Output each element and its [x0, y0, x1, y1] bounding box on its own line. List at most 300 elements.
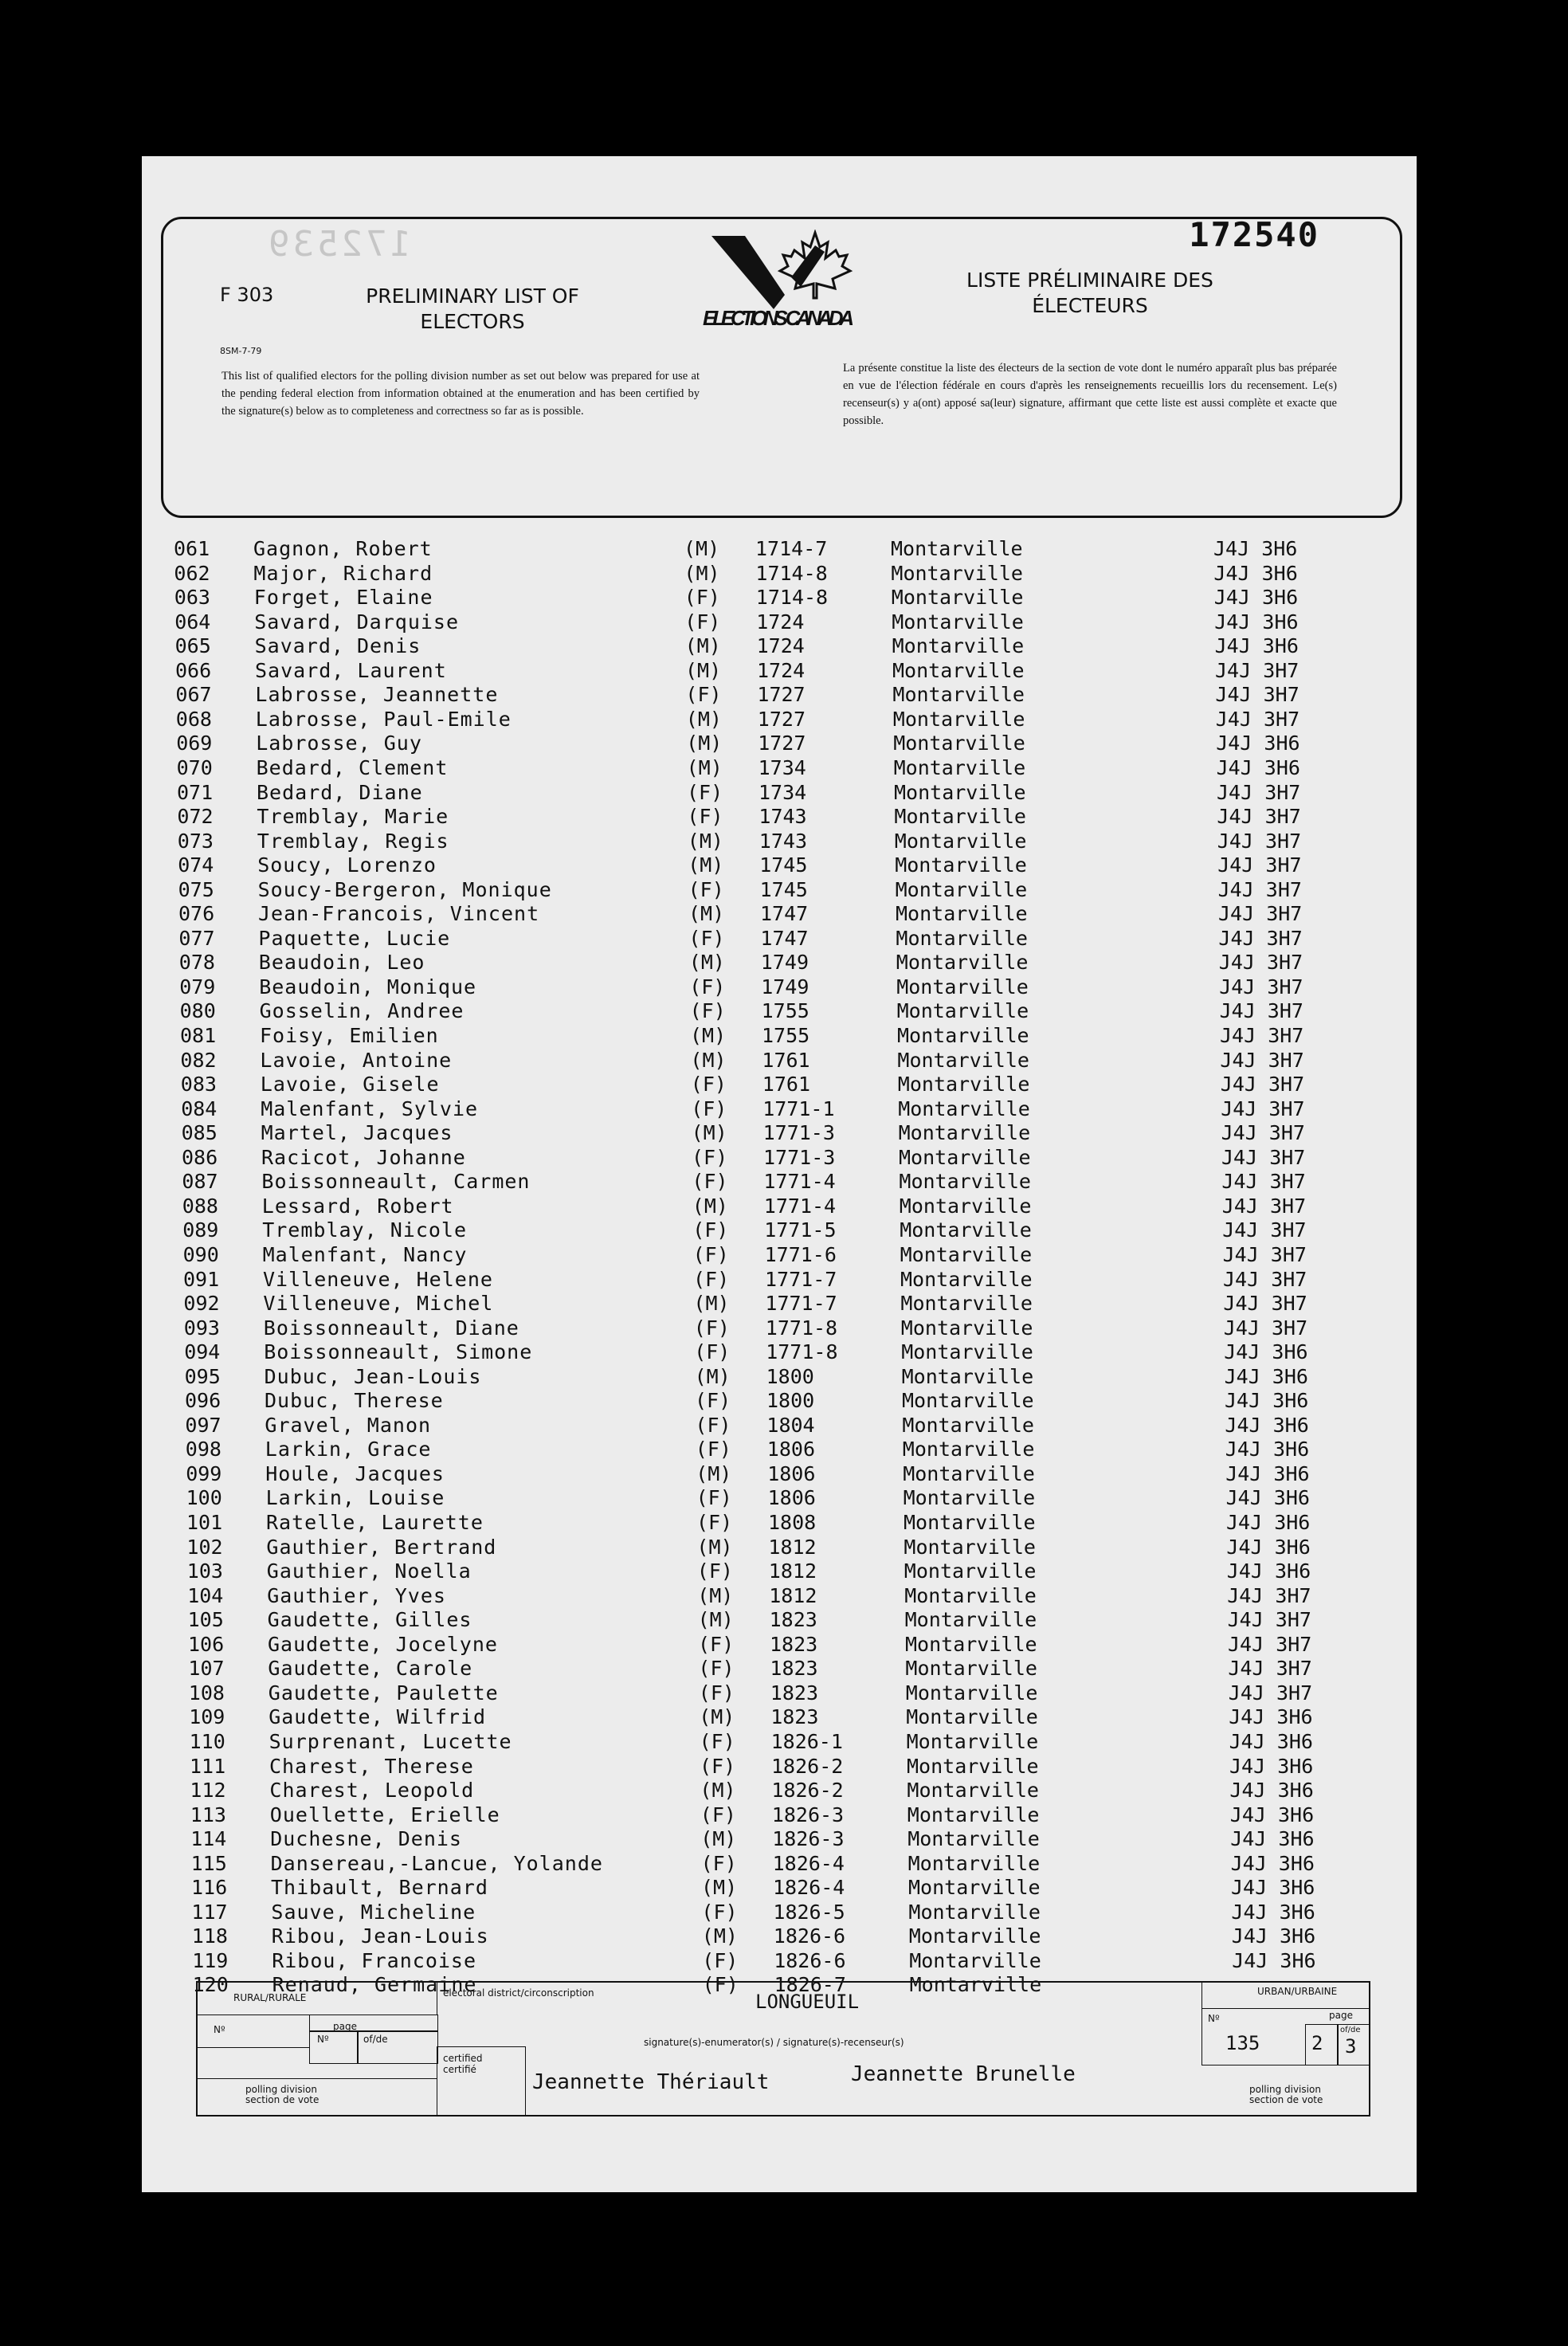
elector-sex: (M): [699, 1705, 735, 1729]
elector-num: 075: [178, 877, 214, 901]
elector-name: Bedard, Diane: [257, 780, 423, 804]
elector-postal: J4J 3H7: [1215, 658, 1299, 682]
elector-sex: (M): [688, 951, 725, 975]
elector-postal: J4J 3H6: [1225, 1413, 1309, 1437]
elector-city: Montarville: [907, 1851, 1041, 1875]
elector-city: Montarville: [896, 999, 1029, 1023]
elector-row: [158, 1779, 1417, 1803]
serial-ghost-imprint: 172539: [265, 224, 411, 265]
elector-sex: (F): [695, 1438, 731, 1461]
elector-postal: J4J 3H6: [1225, 1486, 1310, 1510]
elector-row: [159, 1852, 1417, 1876]
elector-row: [143, 610, 1417, 634]
elector-address: 1826-1: [770, 1729, 843, 1753]
elector-postal: J4J 3H6: [1224, 1340, 1308, 1364]
elector-name: Martel, Jacques: [261, 1121, 453, 1145]
elector-sex: (M): [691, 1121, 727, 1145]
elector-num: 087: [182, 1170, 218, 1194]
elector-row: [142, 562, 1417, 586]
elector-address: 1823: [770, 1632, 818, 1656]
elector-postal: J4J 3H7: [1220, 1048, 1304, 1072]
elector-name: Duchesne, Denis: [270, 1827, 462, 1851]
elector-num: 070: [176, 755, 213, 779]
elector-name: Lavoie, Antoine: [260, 1048, 453, 1072]
elector-address: 1826-4: [773, 1876, 845, 1900]
elector-row: [159, 1876, 1417, 1900]
elector-name: Soucy, Lorenzo: [257, 853, 437, 877]
elector-postal: J4J 3H6: [1216, 755, 1300, 779]
elector-name: Paquette, Lucie: [258, 926, 451, 950]
elector-postal: J4J 3H7: [1217, 877, 1302, 901]
elector-city: Montarville: [904, 1583, 1037, 1607]
elector-row: [153, 1389, 1417, 1413]
elector-postal: J4J 3H7: [1215, 683, 1299, 707]
elector-name: Tremblay, Regis: [257, 829, 449, 853]
urban-page-value: 2: [1311, 2032, 1323, 2054]
elector-address: 1724: [757, 658, 806, 682]
elector-address: 1727: [758, 732, 806, 755]
elector-city: Montarville: [893, 732, 1025, 755]
elector-address: 1826-6: [774, 1948, 846, 1972]
elector-num: 079: [179, 975, 216, 998]
elector-sex: (F): [691, 1096, 727, 1120]
elector-sex: (M): [686, 732, 723, 755]
elector-num: 073: [177, 829, 214, 853]
elector-sex: (M): [696, 1461, 732, 1485]
elector-name: Malenfant, Sylvie: [261, 1096, 479, 1120]
elector-num: 095: [184, 1364, 221, 1388]
elector-address: 1806: [767, 1461, 816, 1485]
elector-city: Montarville: [907, 1779, 1039, 1803]
elector-name: Gaudette, Gilles: [267, 1608, 472, 1632]
elector-sex: (F): [696, 1486, 732, 1510]
electors-list: [142, 156, 1417, 2192]
elector-address: 1724: [756, 610, 805, 634]
elector-name: Savard, Denis: [254, 634, 421, 658]
elector-city: Montarville: [900, 1242, 1033, 1266]
elector-sex: (F): [700, 1803, 736, 1826]
elector-num: 105: [187, 1608, 224, 1632]
elector-num: 103: [186, 1559, 223, 1583]
elector-sex: (M): [696, 1535, 733, 1559]
elector-sex: (M): [701, 1876, 738, 1900]
elector-row: [149, 1073, 1417, 1096]
elector-address: 1771-4: [763, 1194, 837, 1218]
elector-name: Sauve, Micheline: [271, 1900, 476, 1924]
elector-postal: J4J 3H7: [1228, 1681, 1313, 1705]
elector-postal: J4J 3H6: [1229, 1803, 1315, 1826]
elector-sex: (M): [686, 755, 723, 779]
elector-row: [147, 951, 1417, 975]
elector-row: [157, 1705, 1417, 1729]
title-english: PRELIMINARY LIST OF ELECTORS: [366, 284, 579, 333]
elector-num: 068: [175, 707, 212, 731]
elector-city: Montarville: [892, 658, 1025, 682]
elector-sex: (M): [687, 829, 723, 853]
elector-num: 108: [188, 1681, 225, 1705]
elector-postal: J4J 3H7: [1222, 1242, 1307, 1266]
elector-name: Labrosse, Jeannette: [255, 683, 499, 707]
urban-of-value: 3: [1345, 2035, 1357, 2058]
urban-of-label: of/de: [1340, 2026, 1361, 2034]
elector-row: [152, 1316, 1417, 1340]
electors-list-sheet: [142, 156, 1417, 2192]
elector-address: 1823: [770, 1681, 819, 1705]
urban-no-value: 135: [1225, 2032, 1260, 2054]
elector-row: [153, 1414, 1417, 1438]
elector-row: [147, 927, 1417, 951]
elector-address: 1749: [761, 975, 809, 998]
elector-row: [151, 1268, 1417, 1292]
elector-address: 1771-6: [764, 1242, 837, 1266]
elector-name: Savard, Darquise: [254, 610, 460, 634]
elector-num: 094: [184, 1340, 221, 1364]
elector-sex: (F): [684, 586, 720, 610]
elector-address: 1812: [768, 1559, 817, 1583]
elector-city: Montarville: [901, 1364, 1034, 1388]
elector-sex: (F): [689, 999, 726, 1023]
elector-row: [151, 1292, 1417, 1316]
elector-num: 096: [185, 1389, 221, 1413]
elector-num: 085: [181, 1121, 218, 1145]
elector-postal: J4J 3H6: [1214, 610, 1299, 634]
elector-address: 1826-3: [771, 1803, 845, 1826]
elector-sex: (M): [694, 1364, 731, 1388]
elector-postal: J4J 3H6: [1213, 561, 1298, 585]
footer-box: [196, 1981, 1370, 2116]
elector-num: 115: [190, 1851, 227, 1875]
elector-city: Montarville: [903, 1486, 1036, 1510]
elector-city: Montarville: [897, 1048, 1029, 1072]
elector-address: 1826-7: [774, 1973, 846, 1997]
elector-name: Charest, Leopold: [269, 1779, 475, 1803]
elector-city: Montarville: [902, 1438, 1035, 1461]
elector-city: Montarville: [901, 1340, 1033, 1364]
rural-polling-label: polling division section de vote: [245, 2084, 319, 2105]
elector-postal: J4J 3H6: [1230, 1827, 1315, 1851]
elector-sex: (M): [684, 634, 721, 658]
elector-sex: (M): [685, 707, 722, 731]
elector-row: [144, 732, 1417, 755]
signature-1: Jeannette Thériault: [532, 2070, 770, 2094]
logo-text: ELECTIONS CANADA: [703, 306, 854, 330]
elector-sex: (F): [687, 805, 723, 829]
elector-row: [155, 1486, 1417, 1510]
elector-address: 1771-7: [765, 1267, 837, 1291]
elector-postal: J4J 3H7: [1218, 926, 1303, 950]
elector-address: 1727: [757, 683, 806, 707]
elector-postal: J4J 3H7: [1219, 999, 1303, 1023]
elector-name: Racicot, Johanne: [261, 1145, 466, 1169]
elector-city: Montarville: [898, 1121, 1031, 1145]
elector-address: 1826-3: [772, 1827, 845, 1851]
elector-sex: (M): [684, 537, 720, 560]
elector-num: 071: [177, 780, 214, 804]
elector-sex: (F): [702, 1973, 739, 1997]
elector-postal: J4J 3H6: [1224, 1364, 1308, 1388]
elector-row: [143, 586, 1417, 610]
elector-sex: (F): [698, 1632, 735, 1656]
elector-num: 092: [183, 1292, 220, 1316]
elector-row: [158, 1730, 1417, 1754]
elector-num: 100: [186, 1486, 222, 1510]
elector-city: Montarville: [891, 561, 1023, 585]
elector-name: Soucy-Bergeron, Monique: [257, 877, 552, 901]
elector-sex: (M): [685, 658, 722, 682]
elector-city: Montarville: [892, 634, 1025, 658]
elector-num: 076: [178, 902, 215, 926]
elector-sex: (F): [698, 1657, 735, 1681]
elector-city: Montarville: [894, 829, 1027, 853]
elector-row: [152, 1340, 1417, 1364]
elector-city: Montarville: [895, 877, 1028, 901]
elector-postal: J4J 3H7: [1221, 1096, 1305, 1120]
intro-english: This list of qualified electors for the polling division number as set out below was prepared for use at the pending federal election from information obtained at the enumeration and has been certified by the signature(s) below as to completeness and correctness so far as is possible.: [221, 370, 700, 418]
elector-sex: (F): [689, 975, 726, 998]
elector-sex: (F): [695, 1413, 731, 1437]
elector-city: Montarville: [899, 1145, 1031, 1169]
rural-no-label-2: Nº: [317, 2034, 329, 2045]
elector-city: Montarville: [907, 1754, 1039, 1778]
elector-sex: (F): [700, 1851, 737, 1875]
elector-name: Boissonneault, Carmen: [261, 1170, 531, 1194]
elector-num: 111: [190, 1754, 226, 1778]
elector-city: Montarville: [906, 1705, 1038, 1729]
elector-postal: J4J 3H7: [1218, 951, 1303, 975]
form-code: F 303: [220, 284, 274, 306]
elector-row: [156, 1657, 1417, 1681]
elector-row: [151, 1218, 1417, 1242]
elector-num: 074: [178, 853, 214, 877]
elector-row: [150, 1146, 1417, 1170]
elector-city: Montarville: [891, 586, 1024, 610]
elector-name: Gagnon, Robert: [253, 537, 433, 560]
elector-num: 104: [187, 1583, 224, 1607]
elector-num: 090: [182, 1242, 219, 1266]
elector-row: [154, 1438, 1417, 1461]
elector-name: Foisy, Emilien: [260, 1024, 439, 1047]
elector-postal: J4J 3H6: [1214, 634, 1299, 658]
elector-city: Montarville: [905, 1657, 1037, 1681]
elector-postal: J4J 3H7: [1215, 707, 1300, 731]
elector-postal: J4J 3H7: [1217, 780, 1301, 804]
elector-num: 102: [186, 1535, 223, 1559]
elector-row: [142, 537, 1417, 561]
elector-postal: J4J 3H6: [1225, 1389, 1309, 1413]
elector-num: 062: [174, 561, 210, 585]
elector-sex: (M): [688, 853, 724, 877]
elector-city: Montarville: [894, 805, 1026, 829]
elector-postal: J4J 3H7: [1227, 1608, 1311, 1632]
elector-city: Montarville: [908, 1876, 1041, 1900]
elector-address: 1806: [766, 1438, 816, 1461]
elector-name: Gauthier, Bertrand: [266, 1535, 497, 1559]
elector-postal: J4J 3H6: [1229, 1754, 1314, 1778]
elector-row: [155, 1584, 1417, 1608]
elector-name: Villeneuve, Helene: [263, 1267, 493, 1291]
elector-name: Labrosse, Guy: [256, 732, 422, 755]
elector-name: Dubuc, Therese: [265, 1389, 444, 1413]
elector-row: [145, 756, 1417, 780]
elector-address: 1734: [758, 755, 806, 779]
elector-address: 1771-8: [766, 1340, 838, 1364]
elector-row: [146, 830, 1417, 853]
elector-city: Montarville: [909, 1948, 1041, 1972]
certified-label: certified certifié: [443, 2053, 483, 2075]
elector-address: 1749: [760, 951, 809, 975]
elector-city: Montarville: [897, 1073, 1030, 1096]
district-label: electoral district/circonscription: [443, 1987, 594, 1999]
elector-address: 1747: [760, 926, 809, 950]
elector-address: 1771-3: [763, 1145, 836, 1169]
elector-address: 1823: [770, 1657, 818, 1681]
elector-name: Ribou, Francoise: [272, 1948, 477, 1972]
elector-sex: (F): [692, 1145, 728, 1169]
elector-city: Montarville: [895, 853, 1027, 877]
elector-name: Houle, Jacques: [265, 1461, 445, 1485]
elector-name: Gravel, Manon: [265, 1413, 432, 1437]
elector-postal: J4J 3H7: [1223, 1292, 1307, 1316]
elector-city: Montarville: [892, 610, 1024, 634]
elector-num: 118: [191, 1924, 228, 1948]
elector-address: 1800: [766, 1364, 814, 1388]
elector-postal: J4J 3H6: [1226, 1559, 1311, 1583]
elector-postal: J4J 3H7: [1228, 1632, 1312, 1656]
elector-address: 1771-7: [765, 1292, 837, 1316]
elector-sex: (M): [692, 1194, 728, 1218]
elector-row: [157, 1681, 1417, 1705]
elector-address: 1745: [759, 853, 808, 877]
rural-no-label: Nº: [214, 2024, 225, 2035]
elector-postal: J4J 3H6: [1231, 1876, 1315, 1900]
elector-city: Montarville: [898, 1096, 1030, 1120]
elector-row: [155, 1536, 1417, 1559]
elector-city: Montarville: [905, 1632, 1037, 1656]
elector-num: 120: [192, 1973, 229, 1997]
elector-postal: J4J 3H7: [1223, 1267, 1307, 1291]
elector-address: 1755: [761, 999, 809, 1023]
elector-postal: J4J 3H6: [1226, 1535, 1311, 1559]
elector-row: [146, 853, 1417, 877]
elector-sex: (F): [690, 1073, 727, 1096]
elector-num: 084: [181, 1096, 218, 1120]
elector-address: 1800: [766, 1389, 815, 1413]
elector-city: Montarville: [907, 1827, 1040, 1851]
elector-row: [156, 1633, 1417, 1657]
elector-name: Forget, Elaine: [253, 586, 433, 610]
elector-city: Montarville: [905, 1681, 1038, 1705]
elector-name: Tremblay, Nicole: [262, 1218, 468, 1242]
elector-num: 109: [189, 1705, 225, 1729]
elector-postal: J4J 3H7: [1222, 1218, 1307, 1242]
elector-num: 097: [185, 1413, 221, 1437]
elector-sex: (F): [693, 1267, 730, 1291]
elector-num: 099: [186, 1461, 222, 1485]
elector-postal: J4J 3H6: [1225, 1438, 1310, 1461]
elector-name: Gosselin, Andree: [259, 999, 465, 1023]
rural-of-label: of/de: [363, 2034, 388, 2045]
elector-num: 078: [178, 951, 215, 975]
elector-num: 063: [174, 586, 210, 610]
rural-page-label: page: [333, 2021, 357, 2032]
elector-postal: J4J 3H6: [1231, 1900, 1315, 1924]
elector-name: Ouellette, Erielle: [269, 1803, 500, 1826]
elector-postal: J4J 3H7: [1220, 1024, 1304, 1047]
elector-address: 1745: [759, 877, 808, 901]
elector-city: Montarville: [904, 1535, 1036, 1559]
elector-row: [156, 1608, 1417, 1632]
elector-address: 1771-3: [762, 1121, 835, 1145]
elector-num: 089: [182, 1218, 219, 1242]
elector-postal: J4J 3H7: [1221, 1170, 1306, 1194]
elector-sex: (F): [685, 683, 722, 707]
elector-sex: (F): [702, 1948, 739, 1972]
elector-city: Montarville: [899, 1170, 1031, 1194]
elector-row: [145, 781, 1417, 805]
elector-address: 1727: [757, 707, 806, 731]
elector-address: 1771-1: [762, 1096, 835, 1120]
elector-city: Montarville: [896, 975, 1029, 998]
elector-postal: J4J 3H6: [1226, 1511, 1311, 1534]
elector-num: 061: [174, 537, 210, 560]
elector-name: Lavoie, Gisele: [260, 1073, 440, 1096]
elector-row: [143, 683, 1417, 707]
elector-address: 1826-4: [772, 1851, 845, 1875]
elector-num: 119: [192, 1948, 229, 1972]
elector-city: Montarville: [902, 1413, 1034, 1437]
urban-label: URBAN/URBAINE: [1257, 1986, 1338, 1997]
elector-address: 1826-5: [773, 1900, 845, 1924]
elector-city: Montarville: [897, 1024, 1029, 1047]
elector-postal: J4J 3H7: [1223, 1316, 1308, 1340]
elector-city: Montarville: [907, 1803, 1040, 1826]
elector-row: [147, 975, 1417, 999]
elector-address: 1724: [756, 634, 805, 658]
elector-city: Montarville: [892, 707, 1025, 731]
elector-num: 081: [180, 1024, 217, 1047]
elector-num: 066: [175, 658, 212, 682]
elector-name: Charest, Therese: [269, 1754, 474, 1778]
elector-name: Ratelle, Laurette: [266, 1511, 484, 1534]
signature-label: signature(s)-enumerator(s) / signature(s)-recenseur(s): [644, 2037, 904, 2048]
elector-address: 1826-2: [771, 1779, 844, 1803]
elector-row: [147, 878, 1417, 902]
elector-row: [150, 1121, 1417, 1145]
elector-city: Montarville: [891, 537, 1023, 560]
elector-num: 067: [175, 683, 212, 707]
elector-name: Tremblay, Marie: [257, 805, 449, 829]
elector-address: 1808: [768, 1511, 817, 1534]
elector-num: 077: [178, 926, 215, 950]
elector-sex: (M): [700, 1779, 736, 1803]
elector-num: 083: [180, 1073, 217, 1096]
elector-city: Montarville: [896, 951, 1029, 975]
elector-city: Montarville: [899, 1194, 1032, 1218]
elector-address: 1734: [759, 780, 807, 804]
elector-num: 080: [179, 999, 216, 1023]
elector-row: [151, 1243, 1417, 1267]
elector-sex: (F): [700, 1754, 736, 1778]
elector-name: Thibault, Bernard: [271, 1876, 488, 1900]
elector-name: Dansereau,-Lancue, Yolande: [270, 1851, 603, 1875]
elector-postal: J4J 3H7: [1228, 1657, 1312, 1681]
elector-address: 1812: [769, 1583, 817, 1607]
urban-page-label: page: [1329, 2010, 1353, 2021]
elector-num: 086: [182, 1145, 218, 1169]
elector-city: Montarville: [900, 1316, 1033, 1340]
elector-postal: J4J 3H6: [1225, 1461, 1310, 1485]
elector-row: [149, 1097, 1417, 1121]
